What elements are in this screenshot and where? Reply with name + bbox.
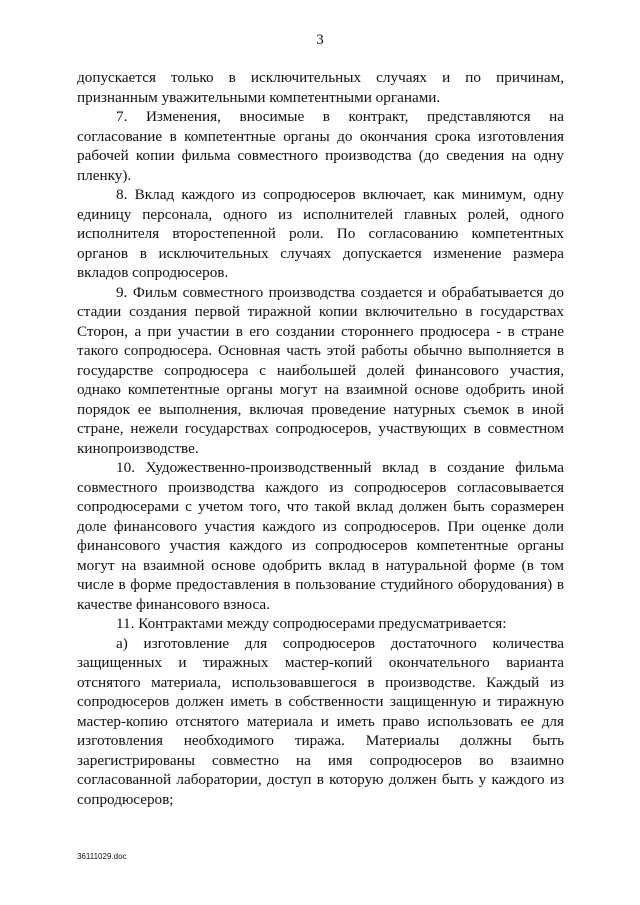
paragraph-10: 10. Художественно-производственный вклад в создание фильма совместного производства каждого из сопродюсеров согласовывается сопродюсерами с учетом того, что такой вклад должен быть соразмерен доле финансового участия каждого из сопродюсеров. При оценке доли финансового участия каждого из сопродюсеров компетентные органы могут на взаимной основе одобрить вклад в натуральной форме (в том числе в форме предоставления в пользование студийного оборудования) в качестве финансового взноса.: [77, 459, 564, 613]
paragraph-8: 8. Вклад каждого из сопродюсеров включает, как минимум, одну единицу персонала, одного из исполнителей главных ролей, одного исполнителя второстепенной роли. По согласованию компетентных органов в исключительных случаях допускается изменение размера вкладов сопродюсеров.: [77, 186, 564, 281]
paragraph-9: 9. Фильм совместного производства создается и обрабатывается до стадии создания первой тиражной копии включительно в государствах Сторон, а при участии в его создании стороннего продюсера - в стране такого сопродюсера. Основная часть этой работы обычно выполняется в государстве сопродюсера с наибольшей долей финансового участия, однако компетентные органы могут на взаимной основе одобрить иной порядок ее выполнения, включая проведение натурных съемок в иной стране, нежели государствах сопродюсеров, участвующих в совместном кинопроизводстве.: [77, 283, 564, 457]
footer-filename: 36111029.doc: [77, 852, 127, 861]
paragraph-continuation: допускается только в исключительных случаях и по причинам, признанным уважительными компетентными органами.: [77, 69, 564, 106]
document-body: [77, 68, 564, 809]
page-number: 3: [316, 32, 324, 48]
paragraph-11: 11. Контрактами между сопродюсерами предусматривается:: [116, 615, 507, 632]
paragraph-7: 7. Изменения, вносимые в контракт, представляются на согласование в компетентные органы до окончания срока изготовления рабочей копии фильма совместного производства (до сведения на одну пленку).: [77, 108, 564, 184]
paragraph-11a: а) изготовление для сопродюсеров достаточного количества защищенных и тиражных мастер-копий окончательного варианта отснятого материала, использовавшегося в производстве. Каждый из сопродюсеров должен иметь в собственности защищенную и тиражную мастер-копию отснятого материала и иметь право использовать ее для изготовления необходимого тиража. Материалы должны быть зарегистрированы совместно на имя сопродюсеров во взаимно согласованной лаборатории, доступ в которую должен быть у каждого из сопродюсеров;: [77, 634, 564, 808]
